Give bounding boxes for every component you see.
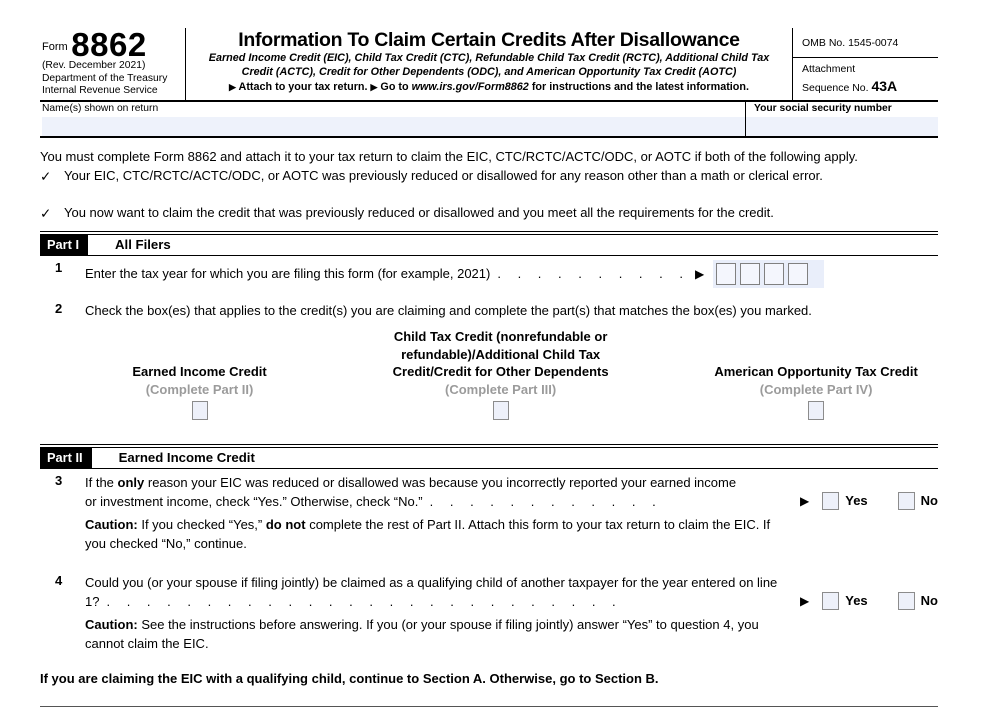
- ssn-label: Your social security number: [754, 103, 892, 115]
- caution-pre: If you checked “Yes,”: [137, 516, 266, 532]
- line-3-caution: [40, 515, 938, 554]
- attach-instruction: [196, 81, 782, 93]
- line-4-answer: [800, 592, 938, 612]
- line-4-caution-text: [85, 615, 765, 654]
- sequence-label: Sequence No.: [802, 81, 872, 94]
- condition-1-text: Your EIC, CTC/RCTC/ACTC/ODC, or AOTC was previously reduced or disallowed for any reason other than a math or clerical error.: [64, 168, 823, 184]
- tax-year-digit-1[interactable]: [716, 263, 736, 285]
- line-3-question: [85, 473, 745, 512]
- line-4-no-label: No: [920, 593, 938, 609]
- attach-text: Attach to your tax return.: [235, 81, 371, 94]
- credit-option-title: Earned Income Credit: [132, 364, 267, 380]
- goto-suffix: for instructions and the latest information.: [528, 81, 749, 94]
- line-1-text: Enter the tax year for which you are filing this form (for example, 2021): [85, 265, 491, 281]
- line-4-caution: [40, 615, 938, 654]
- credit-option-ctc: [365, 328, 636, 420]
- line-3-answer: [800, 492, 938, 512]
- caution-word: Caution:: [85, 516, 138, 532]
- line-3-caution-text: [85, 515, 775, 554]
- omb-block: [793, 28, 938, 100]
- page-title: Information To Claim Certain Credits After Disallowance: [238, 29, 740, 51]
- credit-options: [40, 328, 938, 420]
- arrow-right-icon: ▶: [800, 593, 810, 608]
- intro-requirement: You must complete Form 8862 and attach it to your tax return to claim the EIC, CTC/RCTC/ACTC/ODC, or AOTC if both of the following apply.: [40, 148, 858, 164]
- ctc-checkbox[interactable]: [493, 401, 509, 420]
- part2-header: [40, 447, 938, 469]
- part1-label: Part I: [40, 235, 88, 255]
- name-cell: [40, 102, 745, 135]
- line-4-yes-checkbox[interactable]: [822, 592, 839, 610]
- credit-option-subtitle: (Complete Part IV): [759, 381, 873, 397]
- part1-title: All Filers: [115, 236, 171, 252]
- form-identity: [40, 28, 185, 100]
- name-ssn-row: [40, 102, 938, 137]
- checkmark-icon: ✓: [40, 169, 52, 185]
- ssn-cell: [745, 102, 938, 135]
- line-3-no-checkbox[interactable]: [898, 492, 915, 510]
- dotted-leader: . . . . . . . . . . . . . . . . . . . . . . . . . .: [106, 594, 616, 610]
- line-4: [40, 573, 938, 612]
- line-3-no-label: No: [920, 493, 938, 509]
- caution-text: See the instructions before answering. If you (or your spouse if filing jointly) answer “Yes” to question 4, you cannot claim the EIC.: [85, 616, 759, 652]
- ssn-input[interactable]: [746, 117, 938, 136]
- line-3-number: 3: [55, 472, 63, 488]
- line-2-text: Check the box(es) that applies to the credit(s) you are claiming and complete the part(s) that matches the box(es) you marked.: [85, 302, 812, 318]
- line-2: [40, 301, 938, 321]
- form-header: [40, 28, 938, 102]
- tax-year-digit-2[interactable]: [740, 263, 760, 285]
- condition-row-1: [40, 167, 938, 187]
- line-4-yes-label: Yes: [845, 593, 868, 609]
- line-4-question: [85, 573, 785, 612]
- attachment-sequence: [793, 57, 938, 100]
- credit-option-title: Child Tax Credit (nonrefundable or refundable)/Additional Child Tax Credit/Credit for Other Dependents: [392, 329, 609, 380]
- line-2-number: 2: [55, 300, 63, 316]
- omb-number: OMB No. 1545-0074: [802, 37, 899, 49]
- part1-header-wrap: [40, 231, 938, 256]
- goto-prefix: Go to: [377, 81, 412, 94]
- arrow-right-icon: ▶: [800, 493, 810, 508]
- credit-option-title: American Opportunity Tax Credit: [714, 364, 918, 380]
- form-word: Form: [42, 41, 68, 53]
- credit-option-eic: [102, 363, 297, 420]
- line-3-yes-label: Yes: [845, 493, 868, 509]
- credit-option-subtitle: (Complete Part III): [445, 381, 557, 397]
- tax-year-digit-3[interactable]: [764, 263, 784, 285]
- line-1-body: [85, 260, 824, 288]
- line-1-number: 1: [55, 259, 63, 275]
- condition-2-text: You now want to claim the credit that was previously reduced or disallowed and you meet all the requirements for the credit.: [64, 204, 774, 220]
- line-3-yes-checkbox[interactable]: [822, 492, 839, 510]
- dotted-leader: . . . . . . . . . . . .: [429, 494, 656, 510]
- arrow-right-icon: ▶: [229, 82, 236, 93]
- bottom-divider: [40, 706, 938, 707]
- caution-bold: do not: [265, 516, 306, 532]
- irs-form-url: www.irs.gov/Form8862: [411, 81, 529, 94]
- aotc-checkbox[interactable]: [808, 401, 824, 420]
- part2-header-wrap: [40, 444, 938, 469]
- part1-header: [40, 234, 938, 256]
- line-1: [40, 260, 938, 288]
- condition-row-2: [40, 204, 938, 224]
- agency-line-2: Internal Revenue Service: [42, 85, 158, 97]
- tax-year-digit-4[interactable]: [788, 263, 808, 285]
- tax-year-field-strip: [713, 260, 824, 288]
- section-instruction: If you are claiming the EIC with a qualifying child, continue to Section A. Otherwise, go to Section B.: [40, 670, 659, 686]
- part2-label: Part II: [40, 448, 92, 468]
- credit-option-aotc: [694, 363, 938, 420]
- form-number: 8862: [71, 26, 147, 63]
- line-3-text-post: reason your EIC was reduced or disallowed was because you incorrectly reported your earned income or investment income, check “Yes.” Otherwise, check “No.”: [85, 474, 737, 510]
- arrow-right-icon: ▶: [370, 82, 378, 93]
- line-3-text-bold: only: [117, 474, 145, 490]
- name-label: Name(s) shown on return: [42, 103, 159, 115]
- sequence-line: [802, 77, 938, 96]
- line-4-text: Could you (or your spouse if filing jointly) be claimed as a qualifying child of another taxpayer for the year entered on line 1?: [85, 574, 778, 610]
- form-title-block: [185, 28, 793, 100]
- name-input[interactable]: [42, 117, 745, 136]
- part2-title: Earned Income Credit: [118, 449, 255, 465]
- form-revision: (Rev. December 2021): [42, 59, 146, 71]
- sequence-number: 43A: [871, 77, 898, 94]
- arrow-right-icon: ▶: [694, 266, 705, 281]
- caution-post: complete the rest of Part II. Attach this form to your tax return to claim the EIC. If you checked “No,” continue.: [85, 516, 771, 552]
- eic-checkbox[interactable]: [192, 401, 208, 420]
- agency-line-1: Department of the Treasury: [42, 72, 168, 84]
- line-3-text-pre: If the: [85, 474, 118, 490]
- line-3: [40, 473, 938, 512]
- attachment-word: Attachment: [802, 63, 856, 75]
- line-4-number: 4: [55, 572, 63, 588]
- form-subtitle: Earned Income Credit (EIC), Child Tax Credit (CTC), Refundable Child Tax Credit (RCTC), Additional Child Tax Credit (ACTC), Credit for Other Dependents (ODC), and American Opportunity Tax Credit (AOTC): [208, 52, 770, 79]
- dotted-leader: . . . . . . . . . .: [497, 265, 683, 281]
- credit-option-subtitle: (Complete Part II): [145, 381, 254, 397]
- line-4-no-checkbox[interactable]: [898, 592, 915, 610]
- caution-word: Caution:: [85, 616, 138, 632]
- checkmark-icon: ✓: [40, 205, 52, 221]
